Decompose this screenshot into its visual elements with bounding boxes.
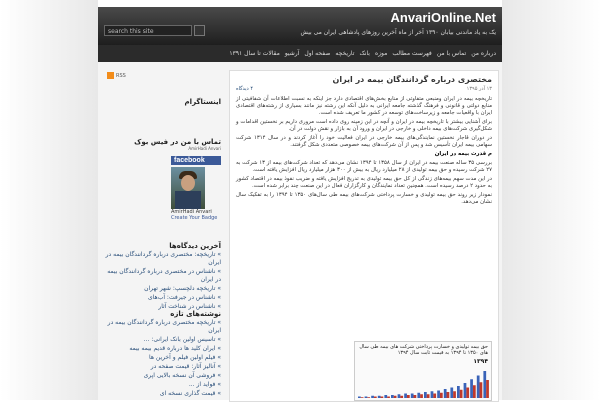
- chart-bar-premium: [457, 386, 460, 398]
- sidebar: [103, 70, 221, 400]
- chart-bar-claims: [374, 397, 377, 399]
- recent-posts: [105, 310, 221, 399]
- fb-create-badge[interactable]: Create Your Badge: [171, 215, 218, 221]
- fb-name: AmirHadi Anvari: [171, 209, 212, 215]
- chart-bar-claims: [433, 394, 436, 399]
- rss-label: RSS: [116, 73, 126, 79]
- nav-item[interactable]: فهرست مطالب: [392, 50, 432, 57]
- chart-subtitle: ۱۳۹۴: [473, 358, 488, 365]
- post-paragraph: در دوران قاجار نخستین نمایندگی‌های بیمه خارجی در ایران فعالیت خود را آغاز کردند و در سال ۱۳۱۴ شرکت سهامی بیمه ایران تأسیس شد و پس از آن شرکت‌های بیمه خصوصی متعددی شکل گرفتند.: [236, 135, 492, 148]
- chart-bar-premium: [437, 391, 440, 399]
- recent-post-link[interactable]: » فواید از ...: [188, 381, 221, 388]
- nav-item[interactable]: صفحه اول: [304, 50, 331, 57]
- recent-list: [105, 251, 221, 311]
- chart-bar-premium: [378, 396, 381, 398]
- site-title[interactable]: AnvariOnline.Net: [390, 10, 496, 25]
- post-comments-link[interactable]: ۴ دیدگاه: [236, 86, 254, 92]
- recent-comment-link[interactable]: » ناشناس در شناخت آثار: [158, 303, 221, 310]
- page-wrapper: [98, 7, 502, 400]
- nav-item[interactable]: درباره من: [471, 50, 496, 57]
- chart-bar-claims: [453, 391, 456, 398]
- chart-bar-premium: [450, 388, 453, 399]
- chart-bar-claims: [460, 390, 463, 398]
- chart-bar-premium: [483, 371, 486, 398]
- main-nav: [98, 45, 502, 63]
- recent-comment-link[interactable]: » ناشناس در جیرفت: آب‌های: [148, 294, 221, 301]
- search-input[interactable]: search this site: [104, 25, 192, 36]
- chart-bar-premium: [358, 397, 361, 399]
- facebook-section: [133, 138, 221, 151]
- page-background-left: [0, 0, 98, 400]
- post-body: [230, 92, 498, 212]
- chart-bar-claims: [486, 380, 489, 398]
- chart-box: [354, 341, 492, 401]
- chart-bar-premium: [470, 379, 473, 398]
- fb-name-top: AmirHadi Anvari: [188, 146, 221, 151]
- chart-title: حق بیمه تولیدی و خسارت پرداختی شرکت های بیمه طی سال های ۱۳۵۰ تا ۱۳۹۴ به قیمت ثابت سال ۱۳۹۴: [359, 344, 488, 356]
- post-title[interactable]: مختصری درباره گردانندگان بیمه در ایران: [332, 75, 492, 84]
- instagram-heading: اینستاگرام: [184, 98, 221, 106]
- post-date: ۱۳ آذر ۱۳۹۵: [466, 86, 492, 92]
- chart-bar-premium: [477, 376, 480, 399]
- chart-bar-premium: [464, 383, 467, 398]
- nav-item[interactable]: بانک: [359, 50, 370, 57]
- nav-item[interactable]: مقالات تا سال ۱۳۹۱: [229, 50, 280, 57]
- body-area: [98, 62, 502, 400]
- chart-bar-claims: [387, 397, 390, 399]
- recent-post-link[interactable]: » فروشی آن نسخه بالایی اپری: [143, 372, 221, 379]
- nav-item[interactable]: موزه: [374, 50, 388, 57]
- chart-bar-claims: [414, 395, 417, 398]
- chart-bar-claims: [381, 397, 384, 399]
- recent-comments: [105, 242, 221, 312]
- search-button[interactable]: [194, 25, 205, 36]
- recent-post-link[interactable]: » فیلم اولین فیلم و آخرین ها: [148, 354, 221, 361]
- page-background-right: [502, 0, 600, 400]
- post-paragraph: نمودار زیر روند حق بیمه تولیدی و خسارت پرداختی شرکت‌های بیمه طی سال‌های ۱۳۵۰ تا ۱۳۹۴ را به تفکیک سال نشان می‌دهد.: [236, 192, 492, 205]
- chart-bar-premium: [384, 395, 387, 398]
- facebook-badge[interactable]: [171, 156, 221, 221]
- chart-bar-claims: [407, 395, 410, 398]
- chart-bar-premium: [398, 394, 401, 398]
- chart-svg: [357, 366, 489, 398]
- chart-bar-claims: [473, 385, 476, 398]
- chart-bar-premium: [365, 397, 368, 399]
- rss-icon: [107, 72, 114, 79]
- chart-bar-premium: [371, 396, 374, 398]
- posts-heading: نوشته‌های تازه: [170, 310, 221, 318]
- chart-bar-premium: [431, 391, 434, 398]
- recent-post-link[interactable]: » تاسیس اولین بانک ایرانی: ...: [143, 336, 221, 343]
- post-paragraph: در این مدت سهم بیمه‌های زندگی از کل حق بیمه تولیدی به تدریج افزایش یافته و ضریب نفوذ بیمه در اقتصاد کشور به حدود ۲ درصد رسیده است. همچنین تعداد نمایندگان و کارگزاران فعال در این صنعت چند برابر شده است.: [236, 176, 492, 189]
- post-content: [229, 70, 499, 402]
- chart-bar-claims: [427, 394, 430, 398]
- recent-comment-link[interactable]: » تاریخچه دلچسپ: شهر تهران: [144, 285, 221, 292]
- chart-bar-claims: [420, 394, 423, 398]
- chart-bar-claims: [440, 393, 443, 398]
- chart-bar-premium: [404, 394, 407, 399]
- post-paragraph: تاریخچه بیمه در ایران ومنبعی متفاوتی از منابع بخش‌های اقتصادی دارد جز اینکه به نسبت اطلاعات آن شفافیتی از منابع دولتی و قانونی و فرهنگ گذشته جامعه ایرانی به دلیل آنکه این رشته نیز مانند بسیاری از رشته‌های اقتصادی ایران با واقعیات جامعه و زیرساخت‌های توسعه در کشور ما تعریف شده است.: [236, 96, 492, 116]
- chart-bar-claims: [400, 396, 403, 398]
- recent-post-link[interactable]: » آنالیز آثار: قیمت صفحه در: [150, 363, 221, 370]
- site-description: یک به یاد ماندنی بیابان ۱۳۹۰ آخر از ماه آخرین روزهای پادشاهی ایران می بیش: [300, 29, 496, 36]
- recent-post-link[interactable]: » تاریخچه مختصری درباره گردانندگان بیمه در ایران: [107, 319, 221, 334]
- recent-comment-link[interactable]: » ناشناس در مختصری درباره گردانندگان بیمه در ایران: [107, 268, 221, 283]
- nav-item[interactable]: تماس با من: [436, 50, 467, 57]
- post-paragraph: بررسی ۳۵ ساله صنعت بیمه در ایران از سال ۱۳۵۸ تا ۱۳۹۴ نشان می‌دهد که تعداد شرکت‌های بیمه از ۱۳ شرکت به ۲۷ شرکت رسیده و حق بیمه تولیدی از ۲۸ میلیارد ریال به بیش از ۳۰۰ هزار میلیارد ریال افزایش یافته است.: [236, 160, 492, 173]
- recent-post-link[interactable]: » قیمت گذاری نسخه ای: [159, 390, 221, 397]
- chart-bar-claims: [367, 397, 370, 398]
- recent-comment-link[interactable]: » تاریخچه: مختصری درباره گردانندگان بیمه در ایران: [105, 251, 221, 266]
- chart-bar-premium: [424, 392, 427, 398]
- facebook-logo: facebook: [171, 156, 221, 165]
- chart-bar-claims: [466, 388, 469, 399]
- nav-item[interactable]: تاریخچه: [335, 50, 355, 57]
- chart-bar-claims: [361, 397, 364, 398]
- chart-bar-premium: [391, 395, 394, 398]
- profile-photo: [171, 167, 205, 209]
- nav-item[interactable]: آرشیو: [284, 50, 300, 57]
- rss-link[interactable]: [107, 72, 126, 79]
- recent-post-link[interactable]: » ایران کلید ها درباره قدیم بیمه بیمه: [129, 345, 221, 352]
- chart-bar-claims: [480, 382, 483, 398]
- chart-bar-premium: [411, 394, 414, 399]
- chart-bar-premium: [417, 393, 420, 398]
- chart-bar-claims: [447, 392, 450, 398]
- chart-bar-premium: [444, 389, 447, 398]
- section-heading: م قدرت بیمه در ایران: [434, 151, 492, 157]
- nav-items: [229, 45, 496, 62]
- chart-bar-claims: [394, 396, 397, 398]
- post-paragraph: برای آشنایی بیشتر با تاریخچه بیمه در ایران و آنچه در این زمینه روی داده است مروری داریم بر نخستین اقدامات و شکل‌گیری شرکت‌های بیمه داخلی و خارجی در ایران و ورود آن به بازار و نقش دولت در آن.: [236, 119, 492, 132]
- instagram-section: [163, 98, 221, 106]
- site-header: [98, 7, 502, 45]
- recent-heading: آخرین دیدگاه‌ها: [169, 242, 221, 250]
- facebook-heading: تماس با من در فیس بوک: [134, 138, 221, 146]
- posts-list: [105, 319, 221, 398]
